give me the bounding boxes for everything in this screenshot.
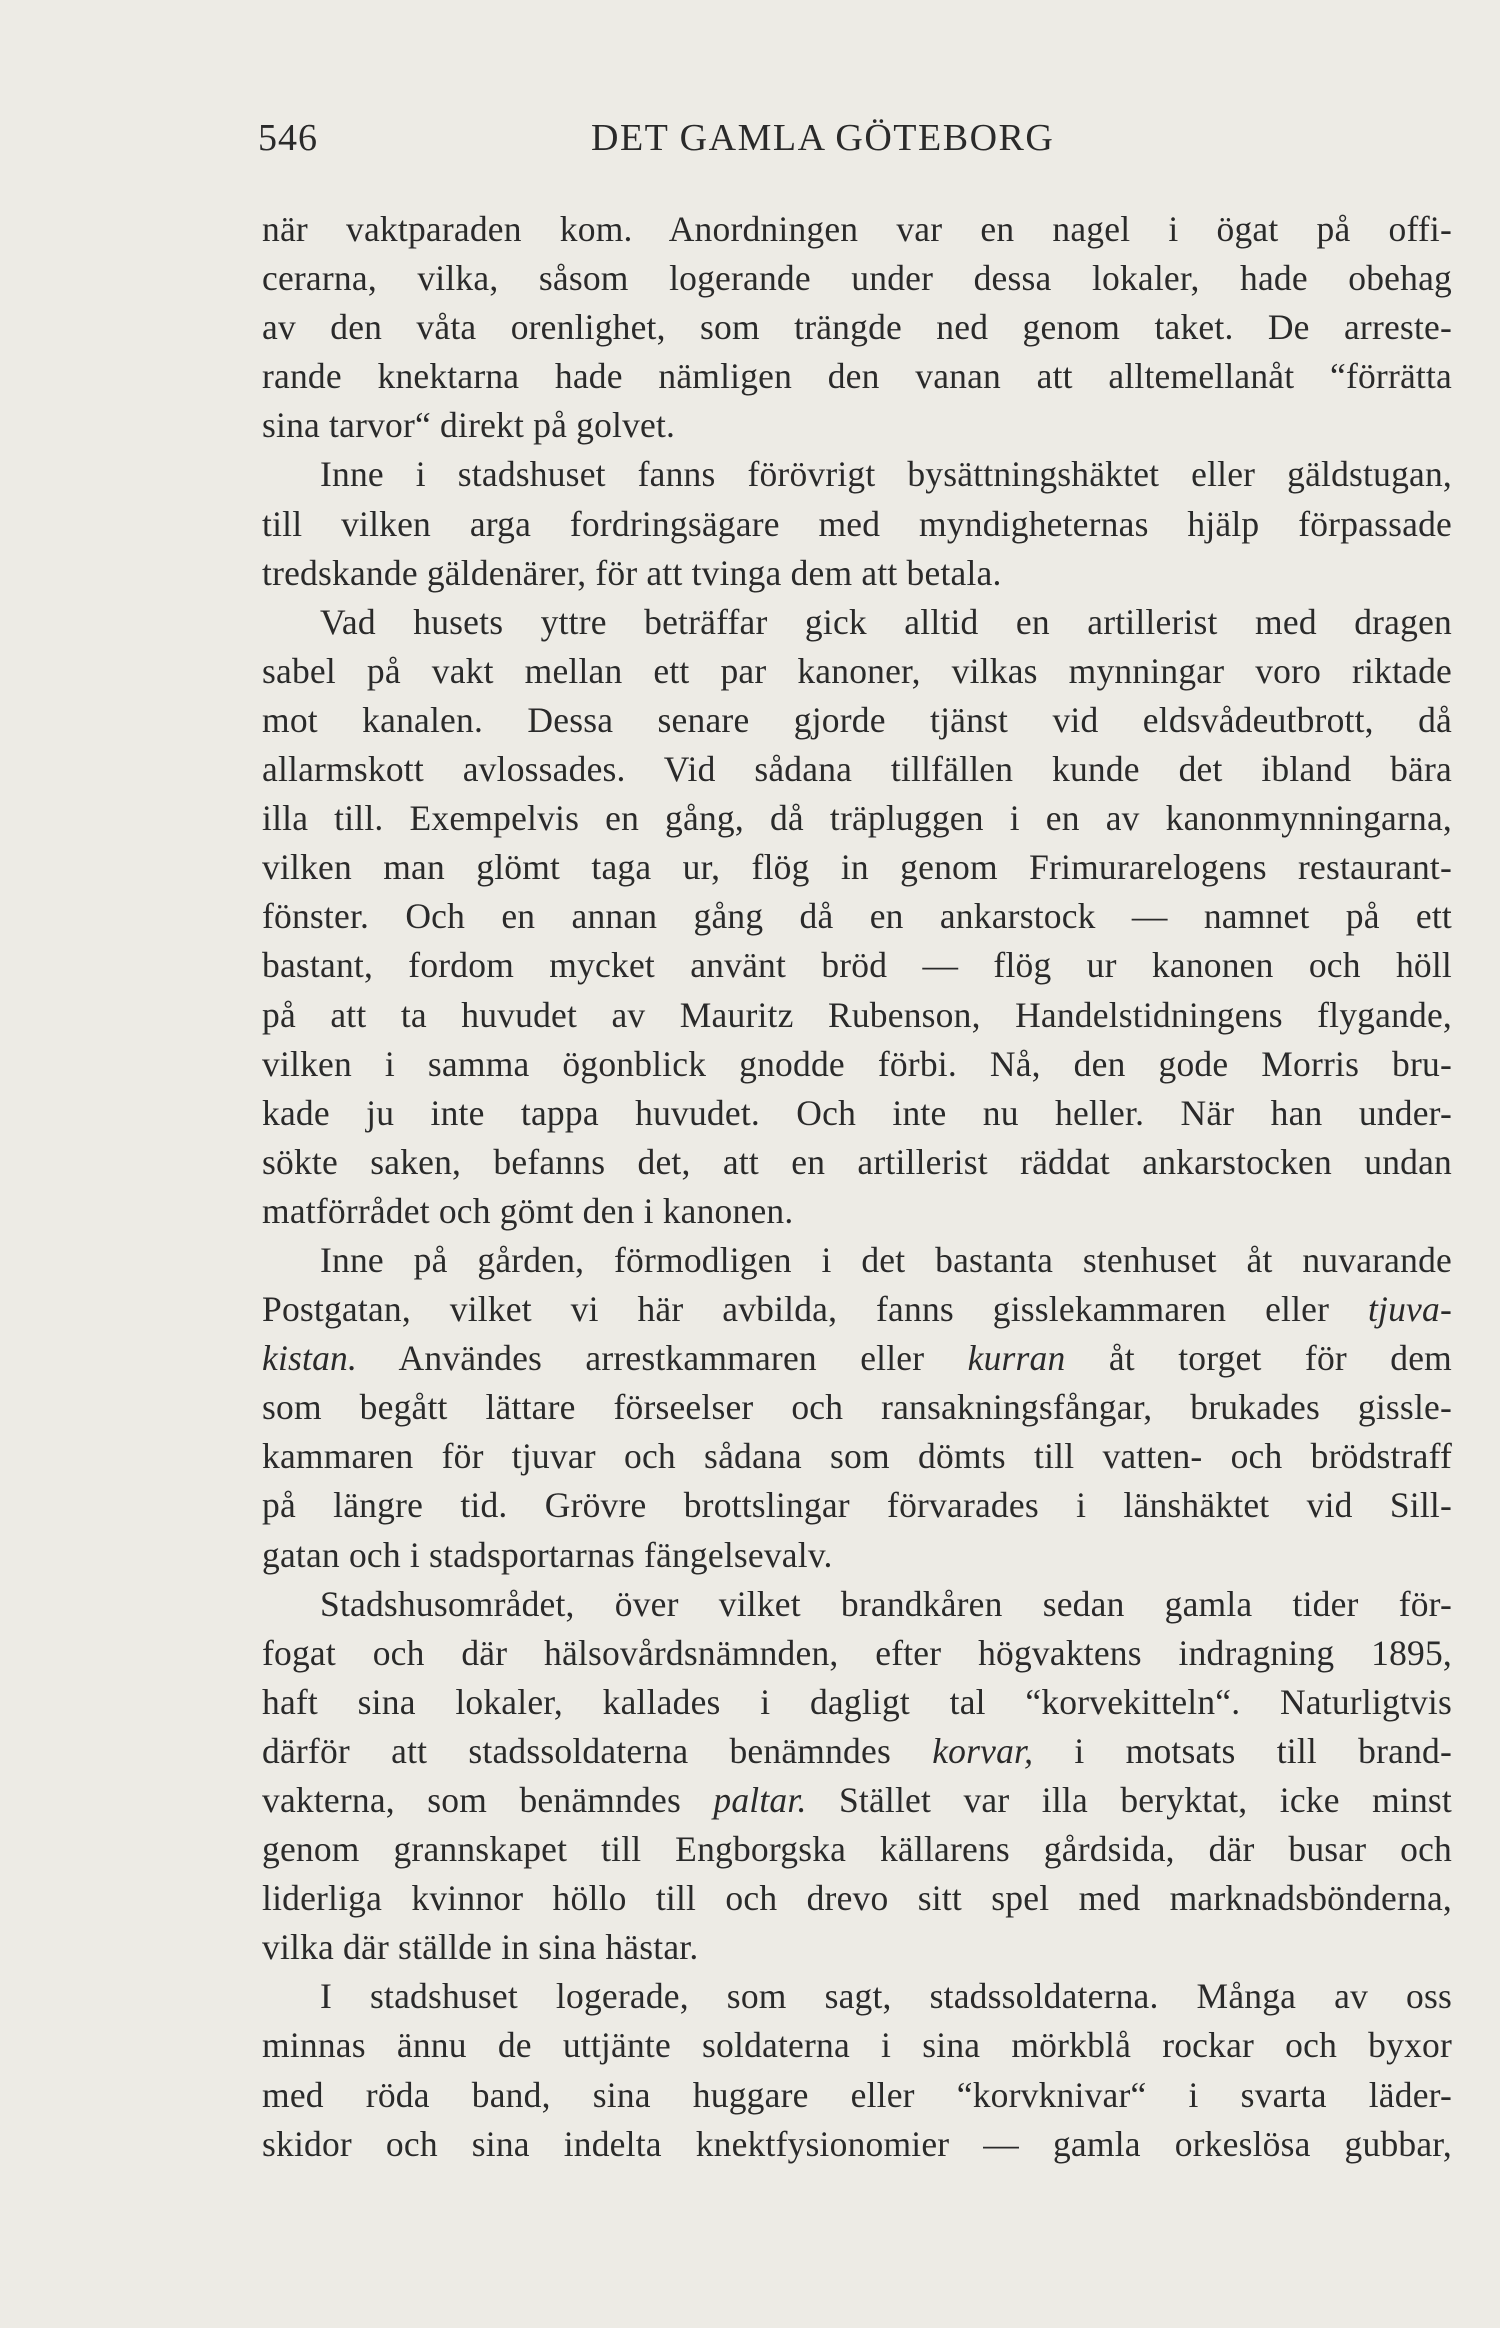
- text-line: [262, 352, 1452, 401]
- text-line: [262, 794, 1452, 843]
- text-line: [262, 1383, 1452, 1432]
- line-text: Vad husets yttre beträffar gick alltid en artillerist med dragen: [320, 601, 1452, 642]
- line-text: tredskande gäldenärer, för att tvinga dem att betala.: [262, 552, 1002, 593]
- text-line: [262, 1580, 1452, 1629]
- line-text: på längre tid. Grövre brottslingar förvarades i länshäktet vid Sill-: [262, 1485, 1452, 1526]
- text-line: [262, 500, 1452, 549]
- line-text: fönster. Och en annan gång då en ankarstock — namnet på ett: [262, 896, 1452, 937]
- line-text: minnas ännu de uttjänte soldaterna i sina mörkblå rockar och byxor: [262, 2025, 1452, 2066]
- text-line: [262, 843, 1452, 892]
- text-line: [262, 2120, 1452, 2169]
- line-text: kammaren för tjuvar och sådana som dömts till vatten- och brödstraff: [262, 1436, 1452, 1477]
- line-text: av den våta orenlighet, som trängde ned genom taket. De arreste-: [262, 307, 1452, 348]
- line-text: mot kanalen. Dessa senare gjorde tjänst vid eldsvådeutbrott, då: [262, 699, 1452, 740]
- text-line: [262, 1089, 1452, 1138]
- text-line: [262, 1776, 1452, 1825]
- line-text: I stadshuset logerade, som sagt, stadssoldaterna. Många av oss: [320, 1976, 1452, 2017]
- text-line: [262, 1531, 1452, 1580]
- line-text: Stället var illa beryktat, icke minst: [806, 1780, 1452, 1820]
- line-text: allarmskott avlossades. Vid sådana tillfällen kunde det ibland bära: [262, 749, 1452, 790]
- text-line: [262, 2021, 1452, 2070]
- text-line: [262, 598, 1452, 647]
- text-line: [262, 1481, 1452, 1530]
- text-line: [262, 745, 1452, 794]
- line-text: sabel på vakt mellan ett par kanoner, vilkas mynningar voro riktade: [262, 650, 1452, 691]
- line-text: med röda band, sina huggare eller “korvknivar“ i svarta läder-: [262, 2074, 1452, 2115]
- text-line: [262, 450, 1452, 499]
- text-line: [262, 1629, 1452, 1678]
- text-line: [262, 991, 1452, 1040]
- line-text: fogat och där hälsovårdsnämnden, efter högvaktens indragning 1895,: [262, 1632, 1452, 1673]
- line-text: Inne i stadshuset fanns förövrigt bysättningshäktet eller gäldstugan,: [320, 454, 1452, 495]
- line-text: Användes arrestkammaren eller: [357, 1338, 968, 1379]
- line-text: genom grannskapet till Engborgska källarens gårdsida, där busar och: [262, 1829, 1452, 1870]
- text-line: [262, 1187, 1452, 1236]
- running-head: [258, 116, 1458, 172]
- italic-term: korvar,: [932, 1730, 1034, 1771]
- line-text: sina tarvor“ direkt på golvet.: [262, 405, 676, 446]
- page-number: 546: [258, 117, 318, 159]
- text-line: [262, 2071, 1452, 2120]
- line-text: haft sina lokaler, kallades i dagligt tal “korvekitteln“. Naturligtvis: [262, 1681, 1452, 1722]
- text-line: [262, 1874, 1452, 1923]
- body-text: [262, 205, 1452, 2169]
- text-line: [262, 1825, 1452, 1874]
- line-text: liderliga kvinnor höllo till och drevo sitt spel med marknadsbönderna,: [262, 1878, 1452, 1919]
- text-line: [262, 1334, 1452, 1383]
- line-text: gatan och i stadsportarnas fängelsevalv.: [262, 1534, 833, 1575]
- line-text: till vilken arga fordringsägare med myndigheternas hjälp förpassade: [262, 503, 1452, 544]
- line-text: illa till. Exempelvis en gång, då träpluggen i en av kanonmynningarna,: [262, 798, 1452, 839]
- line-text: vilka där ställde in sina hästar.: [262, 1927, 699, 1968]
- running-title: DET GAMLA GÖTEBORG: [591, 117, 1055, 159]
- italic-term: paltar.: [713, 1780, 807, 1820]
- italic-term: kurran: [967, 1338, 1066, 1379]
- text-line: [262, 205, 1452, 254]
- text-line: [262, 696, 1452, 745]
- line-text: åt torget för dem: [1065, 1338, 1452, 1379]
- line-text: i motsats till brand-: [1033, 1730, 1453, 1771]
- text-line: [262, 941, 1452, 990]
- line-text: Stadshusområdet, över vilket brandkåren sedan gamla tider för-: [320, 1583, 1452, 1624]
- text-line: [262, 401, 1452, 450]
- line-text: på att ta huvudet av Mauritz Rubenson, Handelstidningens flygande,: [262, 994, 1452, 1035]
- line-text: sökte saken, befanns det, att en artillerist räddat ankarstocken undan: [262, 1141, 1452, 1182]
- text-line: [262, 647, 1452, 696]
- text-line: [262, 892, 1452, 941]
- text-line: [262, 303, 1452, 352]
- line-text: bastant, fordom mycket använt bröd — flög ur kanonen och höll: [262, 945, 1452, 986]
- text-line: [262, 254, 1452, 303]
- italic-term: tjuva-: [1367, 1289, 1452, 1330]
- line-text: skidor och sina indelta knektfysionomier — gamla orkeslösa gubbar,: [262, 2123, 1452, 2164]
- text-line: [262, 1972, 1452, 2021]
- text-line: [262, 1678, 1452, 1727]
- line-text: rande knektarna hade nämligen den vanan att alltemellanåt “förrätta: [262, 356, 1452, 397]
- text-line: [262, 1236, 1452, 1285]
- line-text: vakterna, som benämndes: [262, 1780, 714, 1820]
- line-text: vilken man glömt taga ur, flög in genom Frimurarelogens restaurant-: [262, 847, 1452, 888]
- line-text: matförrådet och gömt den i kanonen.: [262, 1190, 794, 1231]
- line-text: som begått lättare förseelser och ransakningsfångar, brukades gissle-: [262, 1387, 1452, 1428]
- line-text: Postgatan, vilket vi här avbilda, fanns gisslekammaren eller: [262, 1289, 1368, 1330]
- italic-term: kistan.: [262, 1338, 358, 1379]
- line-text: cerarna, vilka, såsom logerande under dessa lokaler, hade obehag: [262, 258, 1452, 299]
- line-text: Inne på gården, förmodligen i det bastanta stenhuset åt nuvarande: [320, 1239, 1452, 1280]
- line-text: vilken i samma ögonblick gnodde förbi. Nå, den gode Morris bru-: [262, 1043, 1452, 1084]
- text-line: [262, 1923, 1452, 1972]
- line-text: kade ju inte tappa huvudet. Och inte nu heller. När han under-: [262, 1092, 1452, 1133]
- text-line: [262, 1040, 1452, 1089]
- line-text: därför att stadssoldaterna benämndes: [262, 1730, 933, 1771]
- text-line: [262, 1285, 1452, 1334]
- text-line: [262, 1727, 1452, 1776]
- line-text: när vaktparaden kom. Anordningen var en nagel i ögat på offi-: [262, 209, 1452, 249]
- text-line: [262, 1432, 1452, 1481]
- text-line: [262, 549, 1452, 598]
- text-line: [262, 1138, 1452, 1187]
